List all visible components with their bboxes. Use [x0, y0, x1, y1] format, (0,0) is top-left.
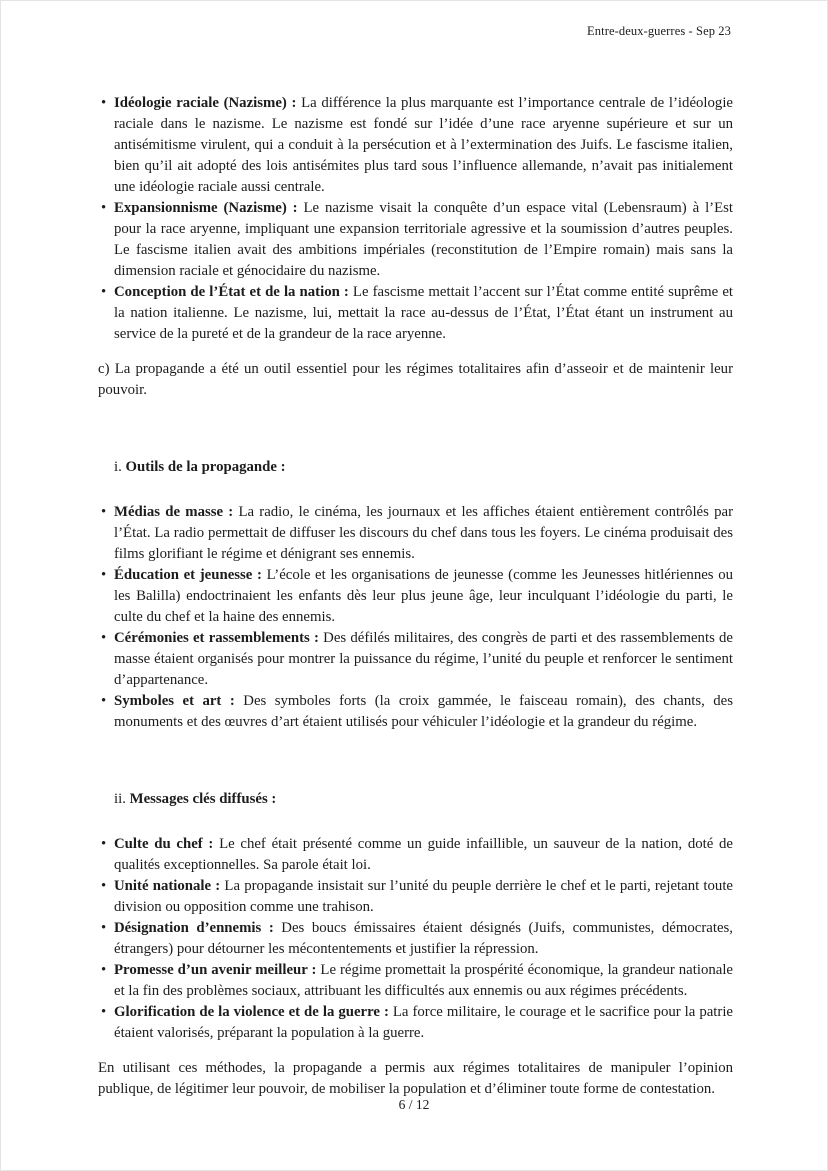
list-item-term: Idéologie raciale (Nazisme) :: [114, 95, 297, 111]
list-item-term: Médias de masse :: [114, 504, 234, 520]
list-item-text: Le régime promettait la prospérité économique, la grandeur nationale et la fin des problèmes sociaux, attribuant les difficultés aux ennemis ou aux régimes précédents.: [114, 962, 733, 999]
heading-title: Outils de la propagande :: [125, 459, 286, 475]
bullet-icon: •: [101, 962, 107, 978]
list-item-body: [114, 502, 733, 565]
list-item-body: [114, 198, 733, 282]
bullet-icon: •: [101, 878, 107, 894]
comparison-list: [98, 93, 733, 345]
list-item-body: [114, 960, 733, 1002]
heading-outils-propagande: [114, 457, 733, 478]
page-footer: [1, 1097, 827, 1113]
list-item-body: [114, 628, 733, 691]
bullet-icon: •: [101, 836, 107, 852]
list-item: [98, 628, 733, 691]
bullet-icon: •: [101, 1004, 107, 1020]
list-item-body: [114, 565, 733, 628]
list-item-body: [114, 282, 733, 345]
heading-numeral: i.: [114, 459, 122, 475]
list-item: [98, 960, 733, 1002]
list-item-text: Des défilés militaires, des congrès de parti et des rassemblements de masse étaient organisés pour montrer la puissance du régime, l’unité du peuple et renforcer le sentiment d’appartenance.: [114, 630, 734, 688]
list-item: [98, 282, 733, 345]
list-item-body: [114, 691, 733, 733]
messages-list: [98, 834, 733, 1044]
bullet-icon: •: [101, 920, 107, 936]
bullet-icon: •: [101, 95, 107, 111]
bullet-icon: •: [101, 504, 107, 520]
list-item-text: La radio, le cinéma, les journaux et les affiches étaient entièrement contrôlés par l’État. La radio permettait de diffuser les discours du chef dans tous les foyers. Le cinéma produisait des films glorifiant le régime et dénigrant ses ennemis.: [114, 504, 733, 562]
list-item-term: Symboles et art :: [114, 693, 235, 709]
bullet-icon: •: [101, 630, 107, 646]
list-item: [98, 502, 733, 565]
list-item-term: Glorification de la violence et de la guerre :: [114, 1004, 389, 1020]
list-item-term: Expansionnisme (Nazisme) :: [114, 200, 298, 216]
list-item-term: Culte du chef :: [114, 836, 214, 852]
list-item-text: La force militaire, le courage et le sacrifice pour la patrie étaient valorisés, préparant la population à la guerre.: [114, 1004, 734, 1041]
page-header: [98, 24, 731, 39]
list-item-text: La différence la plus marquante est l’importance centrale de l’idéologie raciale dans le nazisme. Le nazisme est fondé sur l’idée d’une race aryenne supérieure et sur un antisémitisme virulent, qui a conduit à la persécution et à l’extermination des Juifs. Le fascisme italien, bien qu’il ait adopté des lois antisémites plus tard sous l’influence allemande, n’avait pas initialement une idéologie raciale aussi centrale.: [114, 95, 733, 195]
list-item-text: Des symboles forts (la croix gammée, le faisceau romain), des chants, des monuments et des œuvres d’art étaient utilisés pour véhiculer l’idéologie et la grandeur du régime.: [114, 693, 734, 730]
heading-messages-cles: [114, 789, 733, 810]
bullet-icon: •: [101, 284, 107, 300]
list-item: [98, 198, 733, 282]
outils-list: [98, 502, 733, 733]
list-item-body: [114, 93, 733, 198]
bullet-icon: •: [101, 693, 107, 709]
list-item-text: Le fascisme mettait l’accent sur l’État comme entité suprême et la nation italienne. Le nazisme, lui, mettait la race au-dessus de l’État, l’État étant un instrument au service de la pureté et de la grandeur de la race aryenne.: [114, 284, 733, 342]
bullet-icon: •: [101, 567, 107, 583]
paragraph-propagande-intro: c) La propagande a été un outil essentiel pour les régimes totalitaires afin d’asseoir et de maintenir leur pouvoir.: [98, 361, 733, 398]
bullet-icon: •: [101, 200, 107, 216]
list-item: [98, 565, 733, 628]
list-item-term: Éducation et jeunesse :: [114, 567, 262, 583]
list-item-body: [114, 1002, 733, 1044]
list-item-text: Le chef était présenté comme un guide infaillible, un sauveur de la nation, doté de qualités exceptionnelles. Sa parole était loi.: [114, 836, 733, 873]
list-item-text: Le nazisme visait la conquête d’un espace vital (Lebensraum) à l’Est pour la race aryenne, impliquant une expansion territoriale agressive et la soumission d’autres peuples. Le fascisme italien avait des ambitions impériales (reconstitution de l’Empire romain) mais sans la dimension raciale et génocidaire du nazisme.: [114, 200, 734, 279]
list-item: [98, 876, 733, 918]
list-item-term: Cérémonies et rassemblements :: [114, 630, 319, 646]
header-title: Entre-deux-guerres - Sep 23: [587, 24, 731, 38]
list-item-text: L’école et les organisations de jeunesse (comme les Jeunesses hitlériennes ou les Balilla) endoctrinaient les enfants dès leur plus jeune âge, leur inculquant l’idéologie du parti, le culte du chef et la haine des ennemis.: [114, 567, 734, 625]
page-content: [98, 93, 733, 1100]
list-item: [98, 918, 733, 960]
list-item: [98, 93, 733, 198]
list-item-term: Conception de l’État et de la nation :: [114, 284, 349, 300]
list-item-term: Promesse d’un avenir meilleur :: [114, 962, 317, 978]
list-item-text: Des boucs émissaires étaient désignés (Juifs, communistes, démocrates, étrangers) pour détourner les mécontentements et justifier la répression.: [114, 920, 733, 957]
list-item: [98, 834, 733, 876]
page-number: 6 / 12: [398, 1097, 430, 1112]
paragraph-conclusion: En utilisant ces méthodes, la propagande a permis aux régimes totalitaires de manipuler l’opinion publique, de légitimer leur pouvoir, de mobiliser la population et d’éliminer toute forme de contestation.: [98, 1060, 733, 1097]
list-item-text: La propagande insistait sur l’unité du peuple derrière le chef et le parti, rejetant toute division ou opposition comme une trahison.: [114, 878, 734, 915]
list-item-body: [114, 918, 733, 960]
list-item: [98, 1002, 733, 1044]
heading-title: Messages clés diffusés :: [129, 791, 277, 807]
list-item-body: [114, 876, 733, 918]
list-item: [98, 691, 733, 733]
list-item-term: Unité nationale :: [114, 878, 221, 894]
heading-numeral: ii.: [114, 791, 126, 807]
list-item-term: Désignation d’ennemis :: [114, 920, 274, 936]
list-item-body: [114, 834, 733, 876]
